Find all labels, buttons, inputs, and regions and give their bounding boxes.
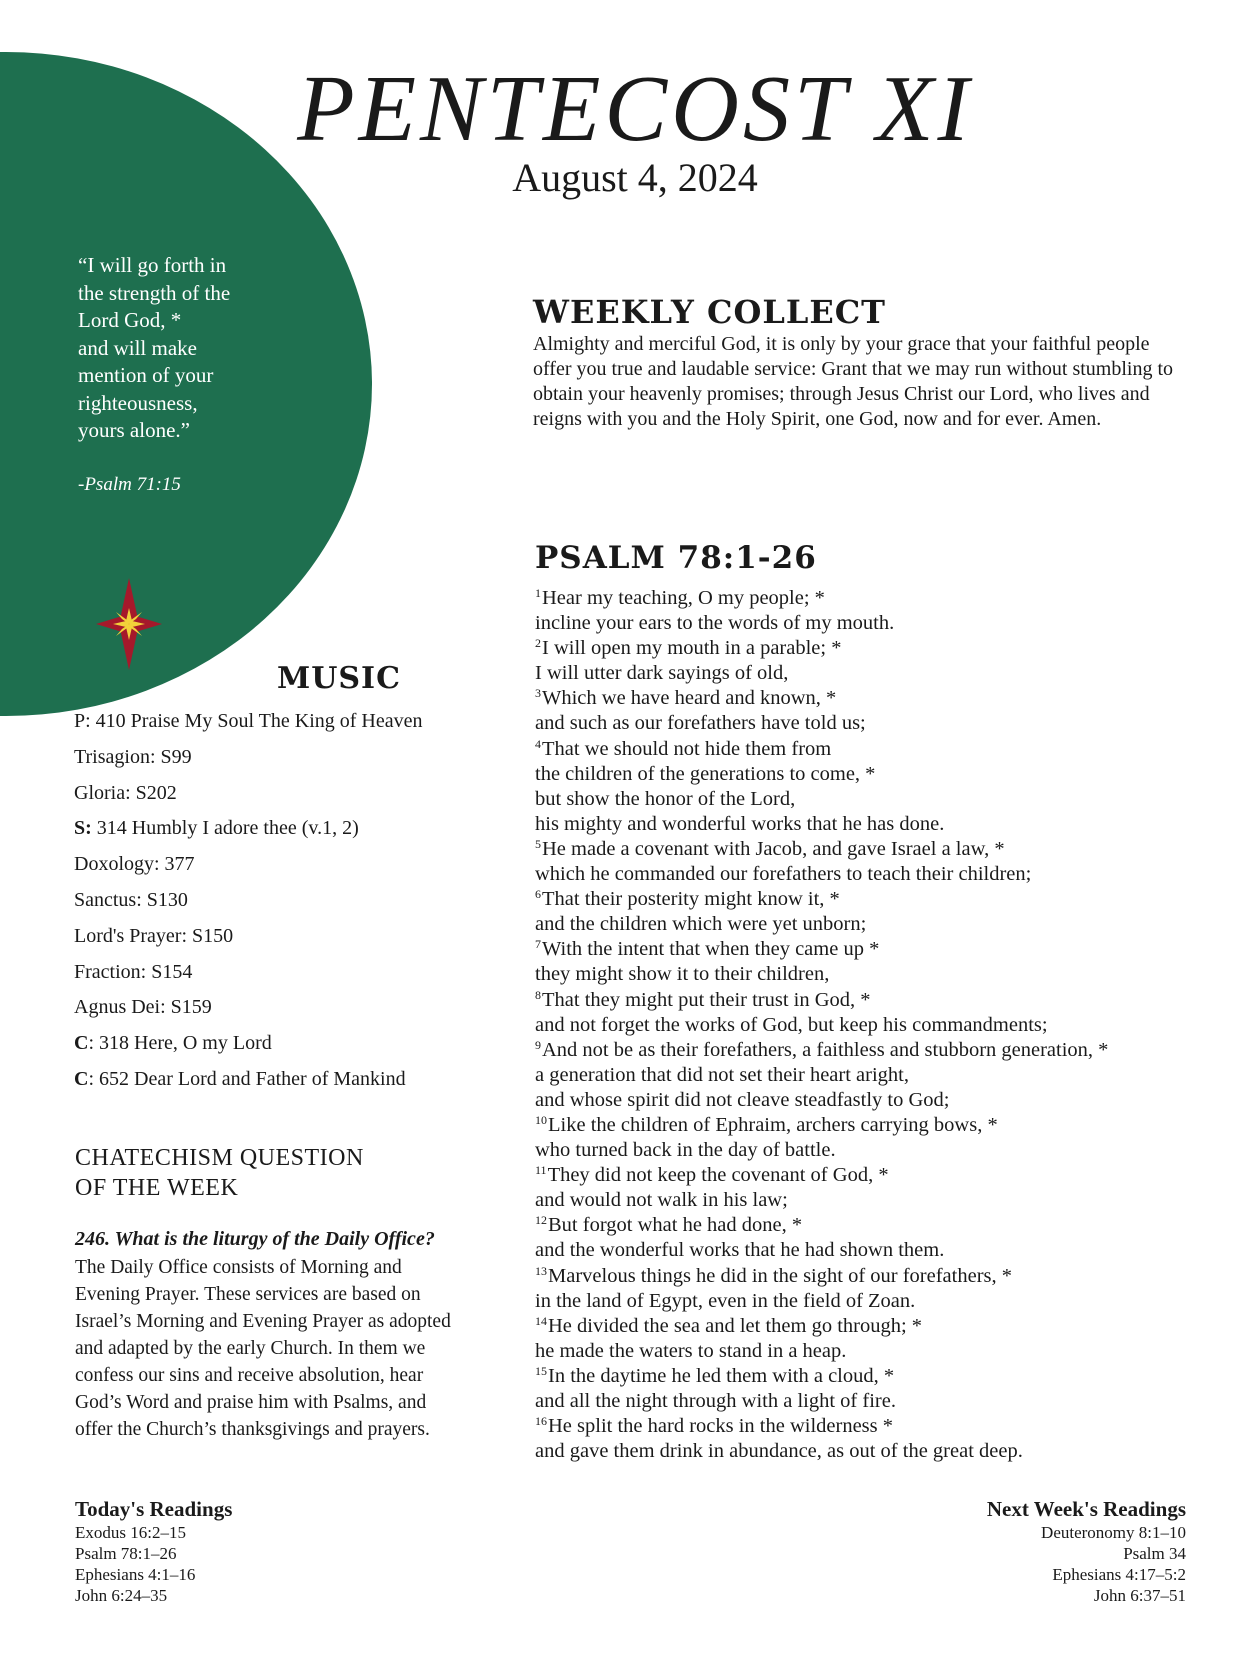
verse-text: That their posterity might know it, * [542, 888, 840, 911]
collect-heading: WEEKLY COLLECT [533, 293, 886, 331]
verse-number: 1 [535, 586, 541, 600]
music-item-text: Sanctus: S130 [74, 888, 188, 911]
verse-text: in the land of Egypt, even in the field of Zoan. [535, 1289, 916, 1312]
verse-text: a generation that did not set their heart aright, [535, 1063, 909, 1086]
verse-text: and not forget the works of God, but keep his commandments; [535, 1013, 1048, 1036]
music-item [74, 994, 423, 1030]
verse-text: and the children which were yet unborn; [535, 913, 867, 936]
reading-item: Exodus 16:2–15 [75, 1523, 186, 1542]
psalm-line [535, 1138, 1225, 1163]
music-item [74, 887, 423, 923]
music-item-text: : 318 Here, O my Lord [88, 1032, 272, 1055]
psalm-text [535, 586, 1225, 1464]
music-item [74, 1066, 423, 1102]
verse-number: 8 [535, 987, 541, 1002]
music-item-prefix: S: [74, 817, 92, 840]
psalm-line [535, 962, 1225, 987]
verse-text: Like the children of Ephraim, archers carrying bows, * [548, 1113, 998, 1136]
catechism-answer-line: Israel’s Morning and Evening Prayer as adopted [75, 1311, 451, 1332]
verse-text: the children of the generations to come, * [535, 762, 876, 785]
catechism-answer-line: and adapted by the early Church. In them we [75, 1338, 426, 1359]
psalm-line [535, 1289, 1225, 1314]
psalm-line [535, 611, 1225, 636]
verse-text: Hear my teaching, O my people; * [542, 587, 825, 609]
verse-number: 5 [535, 836, 541, 851]
verse-text: incline your ears to the words of my mouth. [535, 612, 895, 635]
psalm-line [535, 711, 1225, 736]
music-item-text: P: 410 Praise My Soul The King of Heaven [74, 710, 423, 732]
verse-number: 11 [535, 1163, 547, 1178]
catechism-heading-line: CHATECHISM QUESTION [75, 1145, 364, 1171]
music-item-text: Agnus Dei: S159 [74, 996, 212, 1019]
reading-item: Psalm 78:1–26 [75, 1544, 177, 1563]
verse-text: but show the honor of the Lord, [535, 787, 796, 810]
psalm-line [535, 686, 1225, 711]
verse-text: and such as our forefathers have told us; [535, 712, 866, 735]
psalm-line [535, 1213, 1225, 1238]
verse-number: 9 [535, 1037, 541, 1052]
psalm-line [535, 1113, 1225, 1138]
verse-number: 15 [535, 1363, 547, 1378]
verse-text: and whose spirit did not cleave steadfastly to God; [535, 1088, 950, 1111]
quote-citation: -Psalm 71:15 [78, 474, 181, 495]
music-item [74, 744, 423, 780]
catechism-answer [75, 1254, 475, 1443]
verse-text: That they might put their trust in God, * [542, 988, 871, 1011]
psalm-line [535, 1013, 1225, 1038]
psalm-line [535, 1314, 1225, 1339]
quote-line: “I will go forth in [78, 253, 227, 277]
music-item [74, 959, 423, 995]
verse-number: 2 [535, 636, 541, 651]
psalm-line [535, 937, 1225, 962]
quote-line: and will make [78, 335, 197, 360]
music-item-text: Gloria: S202 [74, 781, 177, 804]
reading-item: Ephesians 4:17–5:2 [1052, 1565, 1186, 1584]
psalm-line [535, 737, 1225, 762]
reading-item: John 6:37–51 [1093, 1586, 1186, 1605]
psalm-line [535, 762, 1225, 787]
verse-text: Marvelous things he did in the sight of our forefathers, * [548, 1264, 1013, 1287]
music-item-prefix: C [74, 1032, 89, 1055]
psalm-line [535, 1339, 1225, 1364]
verse-text: Which we have heard and known, * [542, 687, 837, 710]
todays-readings [75, 1496, 232, 1606]
verse-number: 10 [535, 1112, 547, 1127]
next-weeks-readings [987, 1496, 1186, 1606]
psalm-line [535, 1038, 1225, 1063]
psalm-heading: PSALM 78:1-26 [535, 540, 817, 576]
todays-readings-heading: Today's Readings [75, 1497, 233, 1521]
psalm-line [535, 862, 1225, 887]
verse-text: But forgot what he had done, * [548, 1214, 803, 1237]
verse-text: They did not keep the covenant of God, * [547, 1164, 889, 1187]
quote-line: the strength of the [78, 280, 231, 305]
verse-text: I will open my mouth in a parable; * [542, 637, 842, 660]
catechism-answer-line: confess our sins and receive absolution, hear [75, 1365, 424, 1386]
reading-item: Ephesians 4:1–16 [75, 1565, 196, 1584]
catechism-answer-line: Evening Prayer. These services are based on [75, 1284, 421, 1305]
music-item-text: Lord's Prayer: S150 [74, 924, 234, 947]
psalm-line [535, 787, 1225, 812]
page-title: PENTECOST XI [297, 57, 973, 161]
verse-number: 6 [535, 887, 541, 902]
psalm-line [535, 661, 1225, 686]
verse-number: 4 [535, 736, 541, 751]
music-item-text: Trisagion: S99 [74, 745, 192, 768]
psalm-line [535, 1264, 1225, 1289]
verse-text: and would not walk in his law; [535, 1189, 788, 1212]
psalm-line [535, 887, 1225, 912]
next-readings-heading: Next Week's Readings [986, 1497, 1186, 1521]
catechism-answer-line: offer the Church’s thanksgivings and prayers. [75, 1419, 430, 1440]
psalm-line [535, 1414, 1225, 1439]
verse-text: In the daytime he led them with a cloud, * [548, 1364, 895, 1387]
music-item-text: 314 Humbly I adore thee (v.1, 2) [91, 817, 359, 840]
catechism-heading-line: OF THE WEEK [75, 1175, 239, 1201]
verse-text: he made the waters to stand in a heap. [535, 1339, 847, 1362]
verse-number: 14 [535, 1313, 547, 1328]
music-item [74, 815, 423, 851]
quote-line: righteousness, [78, 390, 198, 415]
psalm-line [535, 1088, 1225, 1113]
catechism-answer-line: God’s Word and praise him with Psalms, and [75, 1392, 427, 1413]
quote-line: yours alone.” [78, 418, 190, 442]
psalm-line [535, 812, 1225, 837]
verse-text: and gave them drink in abundance, as out of the great deep. [535, 1440, 1023, 1463]
verse-text: He split the hard rocks in the wilderness * [548, 1415, 894, 1438]
verse-number: 3 [535, 686, 541, 701]
verse-text: With the intent that when they came up * [542, 938, 880, 961]
music-item [74, 780, 423, 816]
verse-text: and the wonderful works that he had shown them. [535, 1239, 945, 1262]
psalm-quote [78, 252, 278, 445]
psalm-line [535, 1238, 1225, 1263]
reading-item: Psalm 34 [1123, 1544, 1186, 1563]
verse-text: who turned back in the day of battle. [535, 1139, 836, 1162]
verse-number: 12 [535, 1213, 547, 1228]
psalm-line [535, 1389, 1225, 1414]
psalm-line [535, 912, 1225, 937]
psalm-line [535, 636, 1225, 661]
psalm-line [535, 1364, 1225, 1389]
music-item-prefix: C [74, 1067, 89, 1090]
psalm-line [535, 586, 1225, 611]
verse-number: 7 [535, 937, 541, 952]
psalm-line [535, 1163, 1225, 1188]
verse-text: He made a covenant with Jacob, and gave Israel a law, * [542, 837, 1005, 860]
collect-text: Almighty and merciful God, it is only by your grace that your faithful people offer you true and laudable service: Grant that we may run without stumbling to obtain your heavenly promises; through Jesus Christ our Lord, who lives and reigns with you and the Holy Spirit, one God, now and for ever. Amen. [533, 333, 1174, 430]
music-heading: MUSIC [277, 661, 401, 696]
quote-line: mention of your [78, 363, 214, 387]
verse-text: his mighty and wonderful works that he has done. [535, 812, 945, 835]
music-item-text: Doxology: 377 [74, 853, 195, 876]
music-item-text: Fraction: S154 [74, 960, 193, 983]
verse-number: 16 [535, 1414, 547, 1429]
page-date: August 4, 2024 [512, 155, 758, 200]
psalm-line [535, 1439, 1225, 1464]
music-item-text: : 652 Dear Lord and Father of Mankind [88, 1067, 406, 1090]
catechism-heading [75, 1143, 364, 1203]
reading-item: John 6:24–35 [75, 1586, 168, 1605]
catechism-question: 246. What is the liturgy of the Daily Office? [75, 1228, 435, 1250]
catechism-answer-line: The Daily Office consists of Morning and [75, 1257, 402, 1278]
verse-text: I will utter dark sayings of old, [535, 662, 789, 685]
music-item [74, 851, 423, 887]
music-list [74, 708, 423, 1102]
quote-line: Lord God, * [78, 308, 182, 332]
verse-text: and all the night through with a light of fire. [535, 1390, 896, 1412]
reading-item: Deuteronomy 8:1–10 [1041, 1523, 1186, 1542]
verse-text: That we should not hide them from [542, 737, 832, 760]
verse-text: which he commanded our forefathers to teach their children; [535, 863, 1032, 886]
verse-number: 13 [535, 1263, 547, 1278]
psalm-line [535, 1063, 1225, 1088]
verse-text: they might show it to their children, [535, 963, 830, 986]
verse-text: And not be as their forefathers, a faithless and stubborn generation, * [542, 1038, 1109, 1061]
music-item [74, 1030, 423, 1066]
psalm-line [535, 1188, 1225, 1213]
ornamental-cross-icon [96, 578, 162, 670]
music-item [74, 708, 423, 744]
psalm-line [535, 988, 1225, 1013]
verse-text: He divided the sea and let them go through; * [548, 1314, 923, 1337]
music-item [74, 923, 423, 959]
psalm-line [535, 837, 1225, 862]
